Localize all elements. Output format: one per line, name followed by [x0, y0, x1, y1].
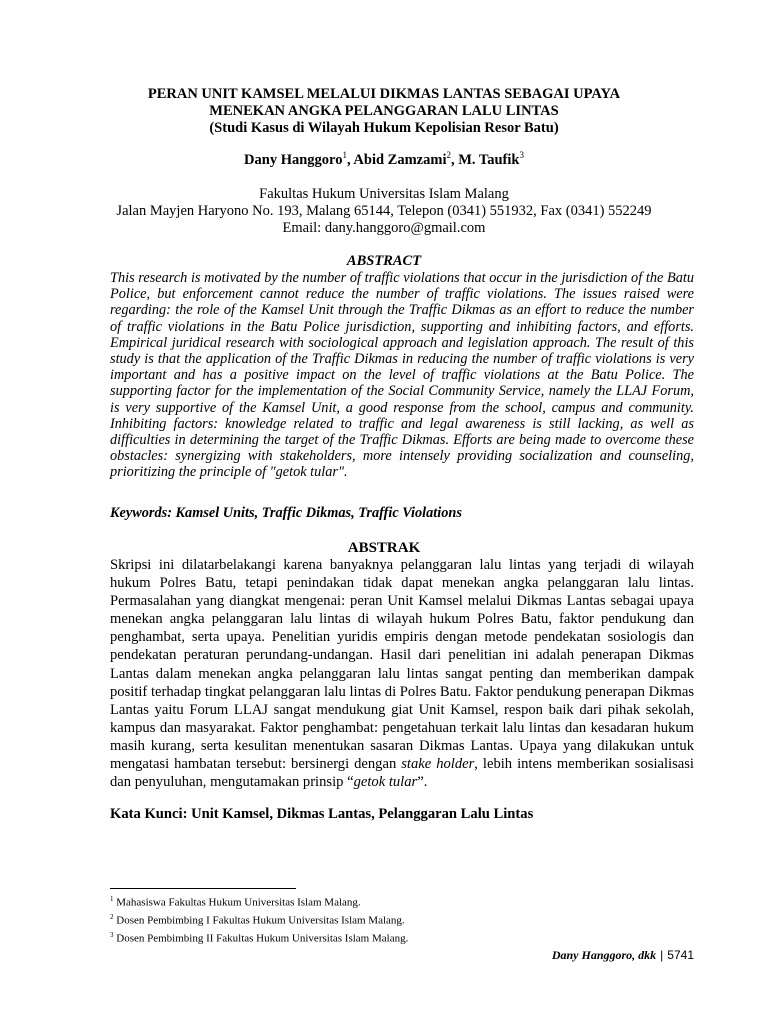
footnote-text: Dosen Pembimbing II Fakultas Hukum Universitas Islam Malang.: [116, 932, 409, 945]
abstract-id-text: Skripsi ini dilatarbelakangi karena banyaknya pelanggaran lalu lintas yang terjadi di wilayah hukum Polres Batu, tetapi penindakan tidak dapat menekan angka pelanggaran lalu lintas. Permasalahan yang diangkat mengenai: peran Unit Kamsel melalui Dikmas Lantas sebagai upaya menekan angka pelanggaran lalu lintas di wilayah hukum Polres Batu, faktor pendukung dan penghambat, serta upaya. Penelitian yuridis empiris dengan metode pendekatan sosiologis dan pendekatan peraturan perundang-undangan. Hasil dari penelitian ini adalah penerapan Dikmas Lantas dalam menekan angka pelanggaran lalu lintas sangat penting dan memberikan dampak positif terhadap tingkat pelanggaran lalu lintas di Polres Batu. Faktor pendukung penerapan Dikmas Lantas yaitu Forum LLAJ sangat mendukung giat Unit Kamsel, respon baik dari pihak sekolah, kampus dan masyarakat. Faktor penghambat: pengetahuan terkait lalu lintas dan kesadaran hukum masih kurang, serta kesulitan menentukan sasaran Dikmas Lantas. Upaya yang dilakukan untuk mengatasi hambatan tersebut: bersinergi dengan: [110, 557, 695, 773]
abstract-id-text: ”.: [417, 774, 428, 791]
footnote-text: Dosen Pembimbing I Fakultas Hukum Universitas Islam Malang.: [116, 914, 405, 927]
author-list: Dany Hanggoro$^1$, Abid Zamzami$^2$, M. Taufik$^3$: [244, 150, 524, 168]
footnote-item: [110, 892, 694, 910]
footer-author: Dany Hanggoro, dkk: [551, 948, 657, 962]
footnote-item: [110, 928, 694, 946]
affiliation-address: Jalan Mayjen Haryono No. 193, Malang 65144, Telepon (0341) 551932, Fax (0341) 552249: [116, 203, 652, 219]
title-line-2: MENEKAN ANGKA PELANGGARAN LALU LINTAS: [209, 103, 559, 119]
footnote-item: [110, 910, 694, 928]
author-name: Abid Zamzami: [353, 151, 447, 168]
abstract-body-id: [110, 556, 694, 791]
abstract-id-text: , lebih intens memberikan sosialisasi dan penyuluhan, mengutamakan prinsip “: [110, 756, 694, 791]
page-footer: [552, 948, 694, 963]
footnote-mark: 2: [110, 913, 114, 922]
abstract-body-en: This research is motivated by the number of traffic violations that occur in the jurisdiction of the Batu Police, but enforcement cannot reduce the number of traffic violations. The issues raised were regarding: the role of the Kamsel Unit through the Traffic Dikmas as an effort to reduce the number of traffic violations in the Batu Police jurisdiction, supporting and inhibiting factors, and efforts. Empirical juridical research with sociological approach and legislation approach. The result of this study is that the application of the Traffic Dikmas in reducing the number of traffic violations is very important and has a positive impact on the level of traffic violations at the Batu Police. The supporting factor for the implementation of the Social Community Service, namely the LLAJ Forum, is very supportive of the Kamsel Unit, a good response from the school, campus and community. Inhibiting factors: knowledge related to traffic and legal awareness is still lacking, as well as difficulties in determining the target of the Traffic Dikmas. Efforts are being made to overcome these obstacles: synergizing with stakeholders, more intensely providing socialization and counseling, prioritizing the principle of "getok tular".: [110, 270, 694, 481]
footnote-mark: 3: [110, 931, 114, 940]
author-name: M. Taufik: [458, 151, 520, 168]
abstract-heading-id: ABSTRAK: [347, 540, 421, 556]
footnotes: [110, 892, 694, 946]
page-number: 5741: [667, 948, 694, 962]
abstract-heading-en: ABSTRACT: [346, 253, 422, 269]
title-subtitle: (Studi Kasus di Wilayah Hukum Kepolisian Resor Batu): [209, 120, 559, 136]
author-footnote-mark: 2: [446, 150, 451, 160]
footer-separator: |: [660, 948, 664, 962]
author-name: Dany Hanggoro: [244, 151, 343, 168]
affiliation-email: Email: dany.hanggoro@gmail.com: [282, 220, 486, 236]
paper-title: [80, 86, 688, 137]
abstract-id-italic-term: getok tular: [353, 774, 418, 791]
affiliation-institution: Fakultas Hukum Universitas Islam Malang: [259, 186, 509, 202]
affiliation-block: [80, 186, 688, 237]
footnote-text: Mahasiswa Fakultas Hukum Universitas Islam Malang.: [116, 896, 361, 909]
abstract-id-italic-term: stake holder: [401, 756, 475, 773]
footnote-divider: [110, 888, 296, 889]
footnote-mark: 1: [110, 895, 114, 903]
keywords-id: Kata Kunci: Unit Kamsel, Dikmas Lantas, Pelanggaran Lalu Lintas: [110, 806, 534, 822]
keywords-en: Keywords: Kamsel Units, Traffic Dikmas, Traffic Violations: [110, 505, 462, 521]
title-line-1: PERAN UNIT KAMSEL MELALUI DIKMAS LANTAS SEBAGAI UPAYA: [147, 86, 621, 102]
author-footnote-mark: 1: [342, 150, 347, 160]
author-footnote-mark: 3: [519, 150, 524, 160]
